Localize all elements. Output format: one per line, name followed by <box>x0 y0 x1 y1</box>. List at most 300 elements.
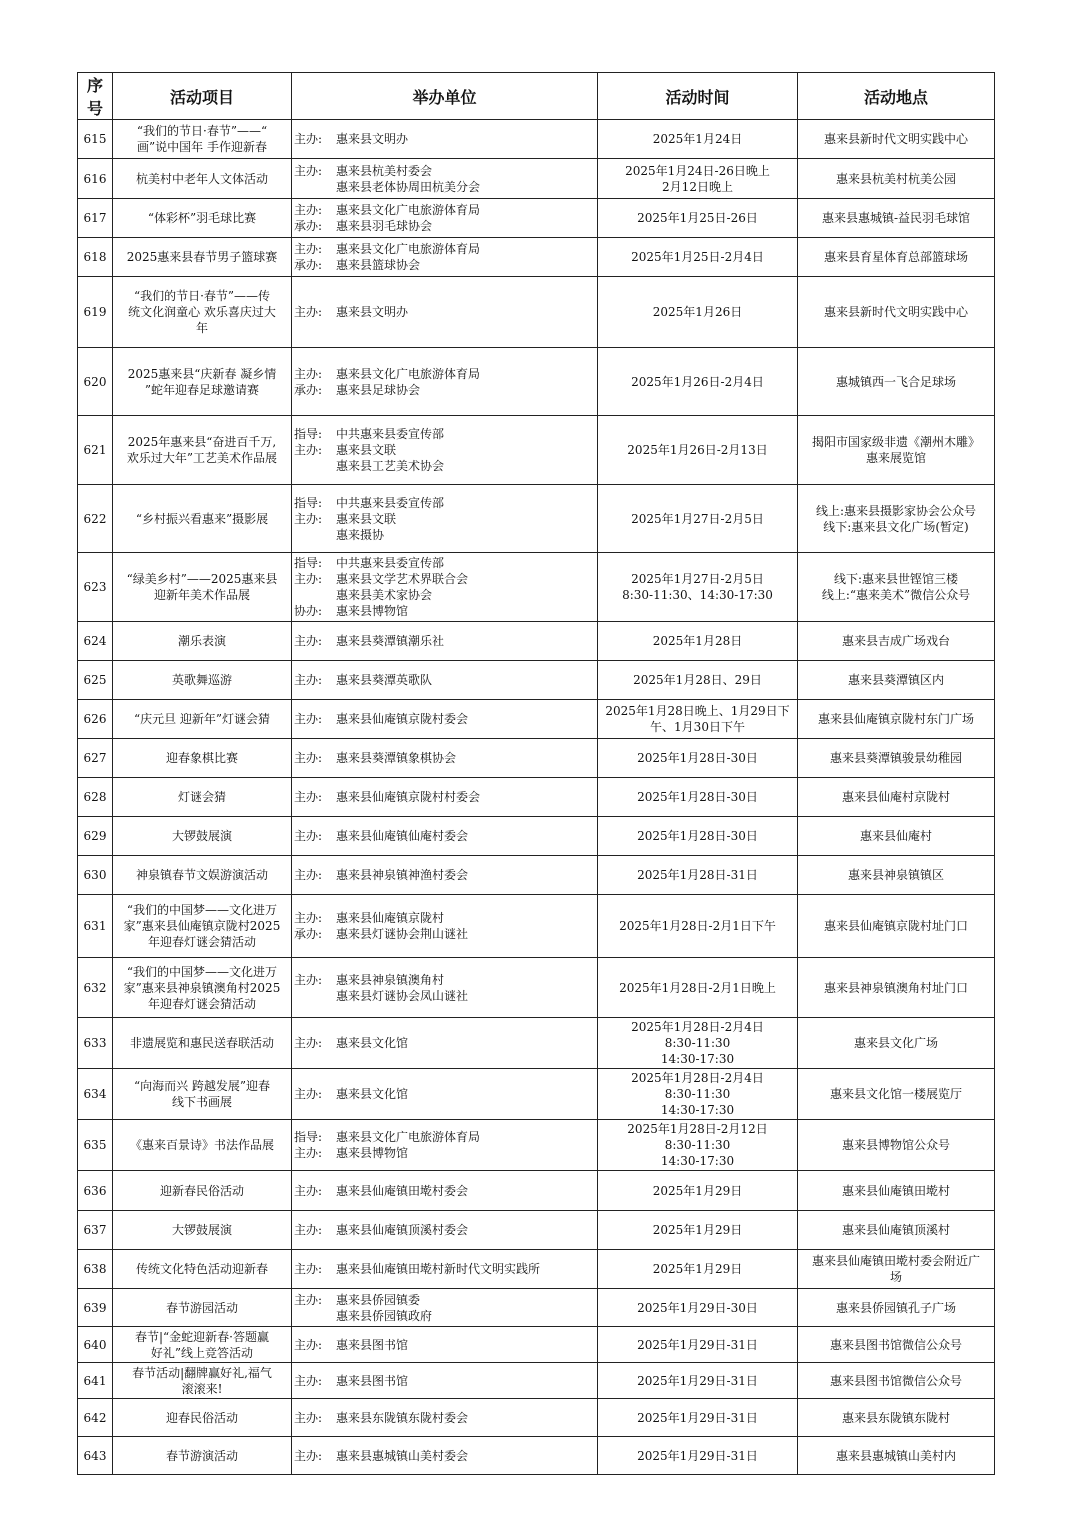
cell-time <box>598 485 798 553</box>
cell-location-line: 惠城镇西一飞合足球场 <box>835 374 956 389</box>
cell-location <box>798 159 995 199</box>
header-row <box>78 73 995 120</box>
organizer-unit: 中共惠来县委宣传部 <box>336 556 445 570</box>
cell-organizer <box>292 778 598 817</box>
organizer-role: 主办: <box>294 673 323 687</box>
cell-location-line: 惠来县图书馆微信公众号 <box>829 1337 962 1352</box>
cell-location-line: 线上:“惠来美术”微信公众号 <box>821 588 971 602</box>
organizer-line <box>294 828 595 844</box>
organizer-line <box>294 131 595 147</box>
cell-activity-line: 统文化润童心 欢乐喜庆过大 <box>128 305 276 319</box>
cell-organizer <box>292 1437 598 1475</box>
cell-activity-line: 大锣鼓展演 <box>171 1223 232 1237</box>
table-row <box>78 1327 995 1363</box>
cell-location-line: 揭阳市国家级非遗《潮州木雕》 <box>811 435 980 449</box>
organizer-unit: 惠来县文明办 <box>336 132 409 146</box>
cell-time-line: 2025年1月28日、29日 <box>633 673 762 687</box>
cell-location-line: 惠来县新时代文明实践中心 <box>823 132 968 146</box>
organizer-role: 主办: <box>294 366 323 381</box>
organizer-role: 承办: <box>294 219 323 233</box>
table-row <box>78 739 995 778</box>
cell-number: 627 <box>78 739 113 778</box>
cell-location-line: 惠来县葵潭镇骏景幼稚园 <box>829 751 962 765</box>
cell-location <box>798 1289 995 1327</box>
cell-number: 634 <box>78 1069 113 1120</box>
organizer-role: 指导: <box>294 495 323 510</box>
cell-activity <box>113 778 292 817</box>
cell-number: 615 <box>78 120 113 159</box>
cell-location-line: 惠来县杭美村杭美公园 <box>835 171 956 186</box>
organizer-line <box>294 511 595 527</box>
table-row <box>78 348 995 416</box>
table-row <box>78 1399 995 1437</box>
organizer-unit: 惠来县侨园镇委 <box>336 1292 421 1307</box>
cell-number: 636 <box>78 1171 113 1211</box>
cell-activity-line: “绿美乡村”——2025惠来县 <box>126 572 278 586</box>
organizer-line <box>294 571 595 587</box>
cell-activity-line: 好礼”线上竞答活动 <box>150 1345 254 1360</box>
cell-activity-line: 家”惠来县神泉镇澳角村2025 <box>123 980 281 995</box>
cell-organizer <box>292 277 598 348</box>
cell-organizer <box>292 700 598 739</box>
organizer-line <box>294 179 595 195</box>
organizer-unit: 惠来县图书馆 <box>336 1373 409 1388</box>
cell-activity-line: 传统文化特色活动迎新春 <box>135 1262 268 1276</box>
cell-location-line: 惠来县葵潭镇区内 <box>847 673 944 687</box>
cell-number: 622 <box>78 485 113 553</box>
cell-location-line: 惠来县吉成广场戏台 <box>841 634 950 648</box>
organizer-role: 主办: <box>294 712 323 726</box>
cell-organizer <box>292 661 598 700</box>
cell-organizer <box>292 1399 598 1437</box>
cell-location-line: 线上:惠来县摄影家协会公众号 <box>815 503 977 518</box>
table-row <box>78 700 995 739</box>
organizer-line <box>294 1337 595 1353</box>
organizer-line <box>294 257 595 273</box>
organizer-line <box>294 1145 595 1161</box>
organizer-line <box>294 1292 595 1308</box>
organizer-unit: 惠来县惠城镇山美村委会 <box>336 1448 469 1463</box>
cell-time-line: 2025年1月28日-2月1日下午 <box>619 919 776 933</box>
table-row <box>78 1120 995 1171</box>
cell-activity <box>113 700 292 739</box>
cell-location-line: 线下:惠来县世铿馆三楼 <box>833 572 959 586</box>
cell-time-line: 2025年1月28日-2月1日晚上 <box>619 980 776 995</box>
cell-activity-line: “我们的节日·春节”——“ <box>136 124 268 138</box>
cell-organizer <box>292 1120 598 1171</box>
cell-location-line: 惠来县仙庵镇田墘村委会附近广 <box>811 1254 980 1268</box>
cell-activity <box>113 1363 292 1399</box>
cell-time <box>598 1363 798 1399</box>
organizer-role: 协办: <box>294 604 323 618</box>
cell-location <box>798 1363 995 1399</box>
cell-activity-line: “我们的中国梦——文化进万 <box>126 903 278 917</box>
cell-activity-line: “乡村振兴看惠来”摄影展 <box>135 511 269 526</box>
organizer-role: 主办: <box>294 1448 323 1463</box>
cell-location <box>798 661 995 700</box>
cell-number: 616 <box>78 159 113 199</box>
cell-time-line: 2025年1月29日-31日 <box>637 1410 758 1425</box>
organizer-unit: 惠来县文化馆 <box>336 1036 409 1050</box>
cell-activity-line: “我们的中国梦——文化进万 <box>126 964 278 979</box>
organizer-unit: 惠来县足球协会 <box>336 382 421 397</box>
organizer-line <box>294 633 595 649</box>
organizer-line <box>294 442 595 458</box>
organizer-unit: 惠来县葵潭镇潮乐社 <box>336 634 445 648</box>
table-row <box>78 895 995 958</box>
cell-time-line: 8:30-11:30、14:30-17:30 <box>622 588 773 602</box>
organizer-unit: 惠来县文化广电旅游体育局 <box>336 366 481 381</box>
cell-activity-line: 年 <box>195 321 208 335</box>
organizer-line <box>294 163 595 179</box>
cell-time-line: 2025年1月28日-2月12日 <box>627 1122 768 1136</box>
table-row <box>78 1250 995 1289</box>
cell-location-line: 惠来县新时代文明实践中心 <box>823 305 968 319</box>
organizer-unit: 中共惠来县委宣传部 <box>336 427 445 441</box>
cell-activity <box>113 416 292 485</box>
organizer-line <box>294 458 595 474</box>
table-row <box>78 1437 995 1475</box>
cell-activity-line: 家”惠来县仙庵镇京陇村2025 <box>123 919 281 933</box>
cell-time <box>598 1018 798 1069</box>
table-row <box>78 199 995 238</box>
cell-number: 619 <box>78 277 113 348</box>
cell-activity <box>113 1437 292 1475</box>
cell-organizer <box>292 1250 598 1289</box>
cell-time-line: 午、1月30日下午 <box>650 720 745 734</box>
cell-organizer <box>292 1327 598 1363</box>
organizer-role: 主办: <box>294 572 323 586</box>
cell-time <box>598 856 798 895</box>
cell-activity-line: 潮乐表演 <box>177 634 226 648</box>
organizer-role: 主办: <box>294 868 323 882</box>
cell-activity-line: 2025惠来县“庆新春 凝乡情 <box>127 366 277 381</box>
table-row <box>78 856 995 895</box>
cell-location <box>798 739 995 778</box>
cell-time-line: 2025年1月24日 <box>652 132 743 146</box>
cell-activity-line: “体彩杯”羽毛球比赛 <box>147 211 257 225</box>
cell-location <box>798 958 995 1018</box>
organizer-unit: 惠来县灯谜协会荆山谜社 <box>336 927 469 941</box>
cell-number: 621 <box>78 416 113 485</box>
cell-location-line: 惠来县博物馆公众号 <box>841 1138 950 1152</box>
cell-organizer <box>292 159 598 199</box>
organizer-line <box>294 241 595 257</box>
cell-time-line: 2025年1月27日-2月5日 <box>631 572 764 586</box>
organizer-line <box>294 495 595 511</box>
cell-time <box>598 416 798 485</box>
cell-organizer <box>292 817 598 856</box>
table-body <box>78 120 995 1475</box>
cell-activity-line: ”蛇年迎春足球邀请赛 <box>144 382 260 397</box>
table-row <box>78 277 995 348</box>
cell-time-line: 2025年1月24日-26日晚上 <box>625 163 770 178</box>
cell-organizer <box>292 1171 598 1211</box>
cell-time-line: 2025年1月28日-30日 <box>637 751 758 765</box>
cell-time-line: 8:30-11:30 <box>664 1138 731 1152</box>
cell-time-line: 2月12日晚上 <box>662 179 733 194</box>
cell-activity-line: 春节游园活动 <box>165 1300 238 1315</box>
organizer-line <box>294 603 595 619</box>
cell-activity-line: 画”说中国年 手作迎新春 <box>137 140 267 154</box>
organizer-line <box>294 304 595 320</box>
table-row <box>78 159 995 199</box>
organizer-unit: 惠来县仙庵镇京陇村村委会 <box>336 790 481 804</box>
cell-activity <box>113 739 292 778</box>
cell-time-line: 2025年1月29日 <box>652 1262 743 1276</box>
organizer-role: 指导: <box>294 556 323 570</box>
organizer-line <box>294 1448 595 1464</box>
cell-activity-line: 春节活动|翻牌赢好礼,福气 <box>132 1365 272 1380</box>
cell-organizer <box>292 1289 598 1327</box>
cell-location-line: 惠来县神泉镇澳角村址门口 <box>823 980 968 995</box>
table-row <box>78 778 995 817</box>
organizer-role: 主办: <box>294 132 323 146</box>
organizer-unit: 惠来县仙庵镇仙庵村委会 <box>336 829 469 843</box>
cell-time <box>598 1399 798 1437</box>
cell-time-line: 2025年1月26日-2月13日 <box>627 443 768 457</box>
header-time: 活动时间 <box>598 73 798 120</box>
table-row <box>78 485 995 553</box>
cell-organizer <box>292 238 598 277</box>
table-row <box>78 238 995 277</box>
cell-location-line: 惠来县文化馆一楼展览厅 <box>829 1087 962 1101</box>
organizer-unit: 惠来县文明办 <box>336 305 409 319</box>
organizer-role: 主办: <box>294 751 323 765</box>
cell-number: 629 <box>78 817 113 856</box>
cell-activity-line: 年迎春灯谜会猜活动 <box>147 996 256 1011</box>
organizer-unit: 惠来县博物馆 <box>336 604 409 618</box>
table-row <box>78 1289 995 1327</box>
cell-time-line: 2025年1月29日 <box>652 1223 743 1237</box>
cell-activity <box>113 238 292 277</box>
cell-organizer <box>292 1211 598 1250</box>
cell-activity-line: 2025惠来县春节男子篮球赛 <box>126 250 278 264</box>
header-no: 序号 <box>78 73 113 120</box>
cell-number: 639 <box>78 1289 113 1327</box>
table-row <box>78 1018 995 1069</box>
cell-activity <box>113 622 292 661</box>
table-row <box>78 553 995 622</box>
cell-number: 637 <box>78 1211 113 1250</box>
cell-number: 628 <box>78 778 113 817</box>
cell-location-line: 惠来县仙庵村 <box>859 829 932 843</box>
organizer-line <box>294 1261 595 1277</box>
cell-activity <box>113 1120 292 1171</box>
organizer-unit: 惠来县仙庵镇田墘村新时代文明实践所 <box>336 1262 541 1276</box>
cell-location-line: 场 <box>889 1270 902 1284</box>
organizer-line <box>294 555 595 571</box>
organizer-role: 主办: <box>294 1410 323 1425</box>
cell-location <box>798 553 995 622</box>
cell-activity <box>113 485 292 553</box>
table-row <box>78 1363 995 1399</box>
table-row <box>78 1069 995 1120</box>
cell-location-line: 惠来县惠城镇山美村内 <box>835 1448 956 1463</box>
cell-time <box>598 277 798 348</box>
cell-number: 630 <box>78 856 113 895</box>
cell-organizer <box>292 856 598 895</box>
cell-location <box>798 199 995 238</box>
cell-location <box>798 1437 995 1475</box>
organizer-unit: 惠来县美术家协会 <box>336 588 433 602</box>
organizer-unit: 惠来县侨园镇政府 <box>336 1308 433 1323</box>
cell-time <box>598 1327 798 1363</box>
cell-location <box>798 238 995 277</box>
table-row <box>78 622 995 661</box>
cell-time-line: 2025年1月26日 <box>652 305 743 319</box>
cell-location-line: 惠来县神泉镇镇区 <box>847 868 944 882</box>
organizer-line <box>294 366 595 382</box>
organizer-line <box>294 527 595 543</box>
cell-time <box>598 348 798 416</box>
organizer-line <box>294 1308 595 1324</box>
cell-time <box>598 1289 798 1327</box>
organizer-role: 指导: <box>294 1130 323 1144</box>
cell-time-line: 14:30-17:30 <box>660 1052 735 1066</box>
cell-time <box>598 958 798 1018</box>
organizer-role: 主办: <box>294 511 323 526</box>
cell-time-line: 2025年1月29日-30日 <box>637 1300 758 1315</box>
cell-time <box>598 739 798 778</box>
cell-number: 618 <box>78 238 113 277</box>
cell-time-line: 2025年1月28日-30日 <box>637 790 758 804</box>
cell-location <box>798 485 995 553</box>
cell-organizer <box>292 1018 598 1069</box>
cell-activity <box>113 553 292 622</box>
cell-time-line: 2025年1月28日-2月4日 <box>631 1071 764 1085</box>
organizer-line <box>294 789 595 805</box>
organizer-line <box>294 1373 595 1389</box>
table-row <box>78 416 995 485</box>
cell-time-line: 2025年1月28日-30日 <box>637 829 758 843</box>
organizer-role: 承办: <box>294 382 323 397</box>
cell-location-line: 惠来县仙庵镇京陇村东门广场 <box>817 712 974 726</box>
table-row <box>78 958 995 1018</box>
table-row <box>78 1211 995 1250</box>
cell-number: 620 <box>78 348 113 416</box>
cell-activity-line: 灯谜会猜 <box>177 790 226 804</box>
organizer-unit: 中共惠来县委宣传部 <box>336 495 445 510</box>
organizer-unit: 惠来摄协 <box>336 527 385 542</box>
organizer-line <box>294 382 595 398</box>
cell-number: 617 <box>78 199 113 238</box>
organizer-unit: 惠来县文联 <box>336 443 397 457</box>
organizer-role: 主办: <box>294 1183 323 1198</box>
cell-activity-line: “向海而兴 跨越发展”迎春 <box>133 1079 271 1093</box>
cell-activity-line: 《惠来百景诗》书法作品展 <box>129 1138 274 1152</box>
organizer-unit: 惠来县葵潭镇象棋协会 <box>336 751 457 765</box>
organizer-line <box>294 1129 595 1145</box>
organizer-role: 主办: <box>294 1087 323 1101</box>
cell-activity <box>113 856 292 895</box>
cell-activity-line: 迎新春民俗活动 <box>159 1183 244 1198</box>
organizer-role: 主办: <box>294 790 323 804</box>
activity-table <box>77 72 995 1475</box>
organizer-role: 主办: <box>294 305 323 319</box>
table-row <box>78 817 995 856</box>
organizer-line <box>294 1410 595 1426</box>
organizer-role: 主办: <box>294 829 323 843</box>
cell-location <box>798 856 995 895</box>
cell-location <box>798 1211 995 1250</box>
cell-location <box>798 348 995 416</box>
organizer-line <box>294 426 595 442</box>
cell-location-line: 惠来县育星体育总部篮球场 <box>823 250 968 264</box>
cell-location <box>798 817 995 856</box>
cell-activity <box>113 1250 292 1289</box>
header-location: 活动地点 <box>798 73 995 120</box>
cell-number: 623 <box>78 553 113 622</box>
cell-activity-line: 滚滚来! <box>181 1381 223 1396</box>
cell-organizer <box>292 120 598 159</box>
cell-time-line: 2025年1月28日晚上、1月29日下 <box>605 704 790 718</box>
cell-location <box>798 120 995 159</box>
organizer-line <box>294 988 595 1004</box>
cell-activity <box>113 1289 292 1327</box>
cell-activity-line: 杭美村中老年人文体活动 <box>135 171 268 186</box>
cell-time <box>598 120 798 159</box>
organizer-unit: 惠来县杭美村委会 <box>336 163 433 178</box>
cell-location <box>798 1399 995 1437</box>
cell-number: 625 <box>78 661 113 700</box>
cell-organizer <box>292 199 598 238</box>
cell-activity-line: 迎春象棋比赛 <box>165 751 238 765</box>
cell-activity <box>113 958 292 1018</box>
cell-organizer <box>292 895 598 958</box>
cell-activity-line: 迎新年美术作品展 <box>153 588 250 602</box>
header-activity: 活动项目 <box>113 73 292 120</box>
organizer-unit: 惠来县神泉镇澳角村 <box>336 972 445 987</box>
cell-location <box>798 277 995 348</box>
organizer-role: 主办: <box>294 634 323 648</box>
organizer-role: 主办: <box>294 242 323 256</box>
cell-time-line: 2025年1月29日-31日 <box>637 1373 758 1388</box>
cell-location <box>798 895 995 958</box>
cell-time <box>598 778 798 817</box>
cell-time-line: 8:30-11:30 <box>664 1087 731 1101</box>
cell-organizer <box>292 416 598 485</box>
cell-activity <box>113 1171 292 1211</box>
cell-time-line: 2025年1月28日-31日 <box>637 868 758 882</box>
cell-time <box>598 1437 798 1475</box>
cell-time <box>598 661 798 700</box>
organizer-role: 承办: <box>294 927 323 941</box>
organizer-unit: 惠来县文化广电旅游体育局 <box>336 203 481 217</box>
cell-organizer <box>292 958 598 1018</box>
cell-time-line: 2025年1月26日-2月4日 <box>631 374 764 389</box>
organizer-line <box>294 1222 595 1238</box>
organizer-unit: 惠来县神泉镇神渔村委会 <box>336 868 469 882</box>
organizer-unit: 惠来县老体协周田杭美分会 <box>336 179 481 194</box>
cell-time <box>598 1250 798 1289</box>
cell-time-line: 2025年1月28日 <box>652 634 743 648</box>
cell-time <box>598 199 798 238</box>
organizer-unit: 惠来县仙庵镇田墘村委会 <box>336 1183 469 1198</box>
organizer-line <box>294 202 595 218</box>
cell-location <box>798 1171 995 1211</box>
organizer-line <box>294 867 595 883</box>
organizer-unit: 惠来县羽毛球协会 <box>336 219 433 233</box>
organizer-unit: 惠来县篮球协会 <box>336 258 421 272</box>
cell-activity-line: 英歌舞巡游 <box>171 673 232 687</box>
cell-location <box>798 622 995 661</box>
organizer-line <box>294 711 595 727</box>
cell-number: 633 <box>78 1018 113 1069</box>
cell-time <box>598 895 798 958</box>
organizer-role: 主办: <box>294 1223 323 1237</box>
cell-time <box>598 1171 798 1211</box>
